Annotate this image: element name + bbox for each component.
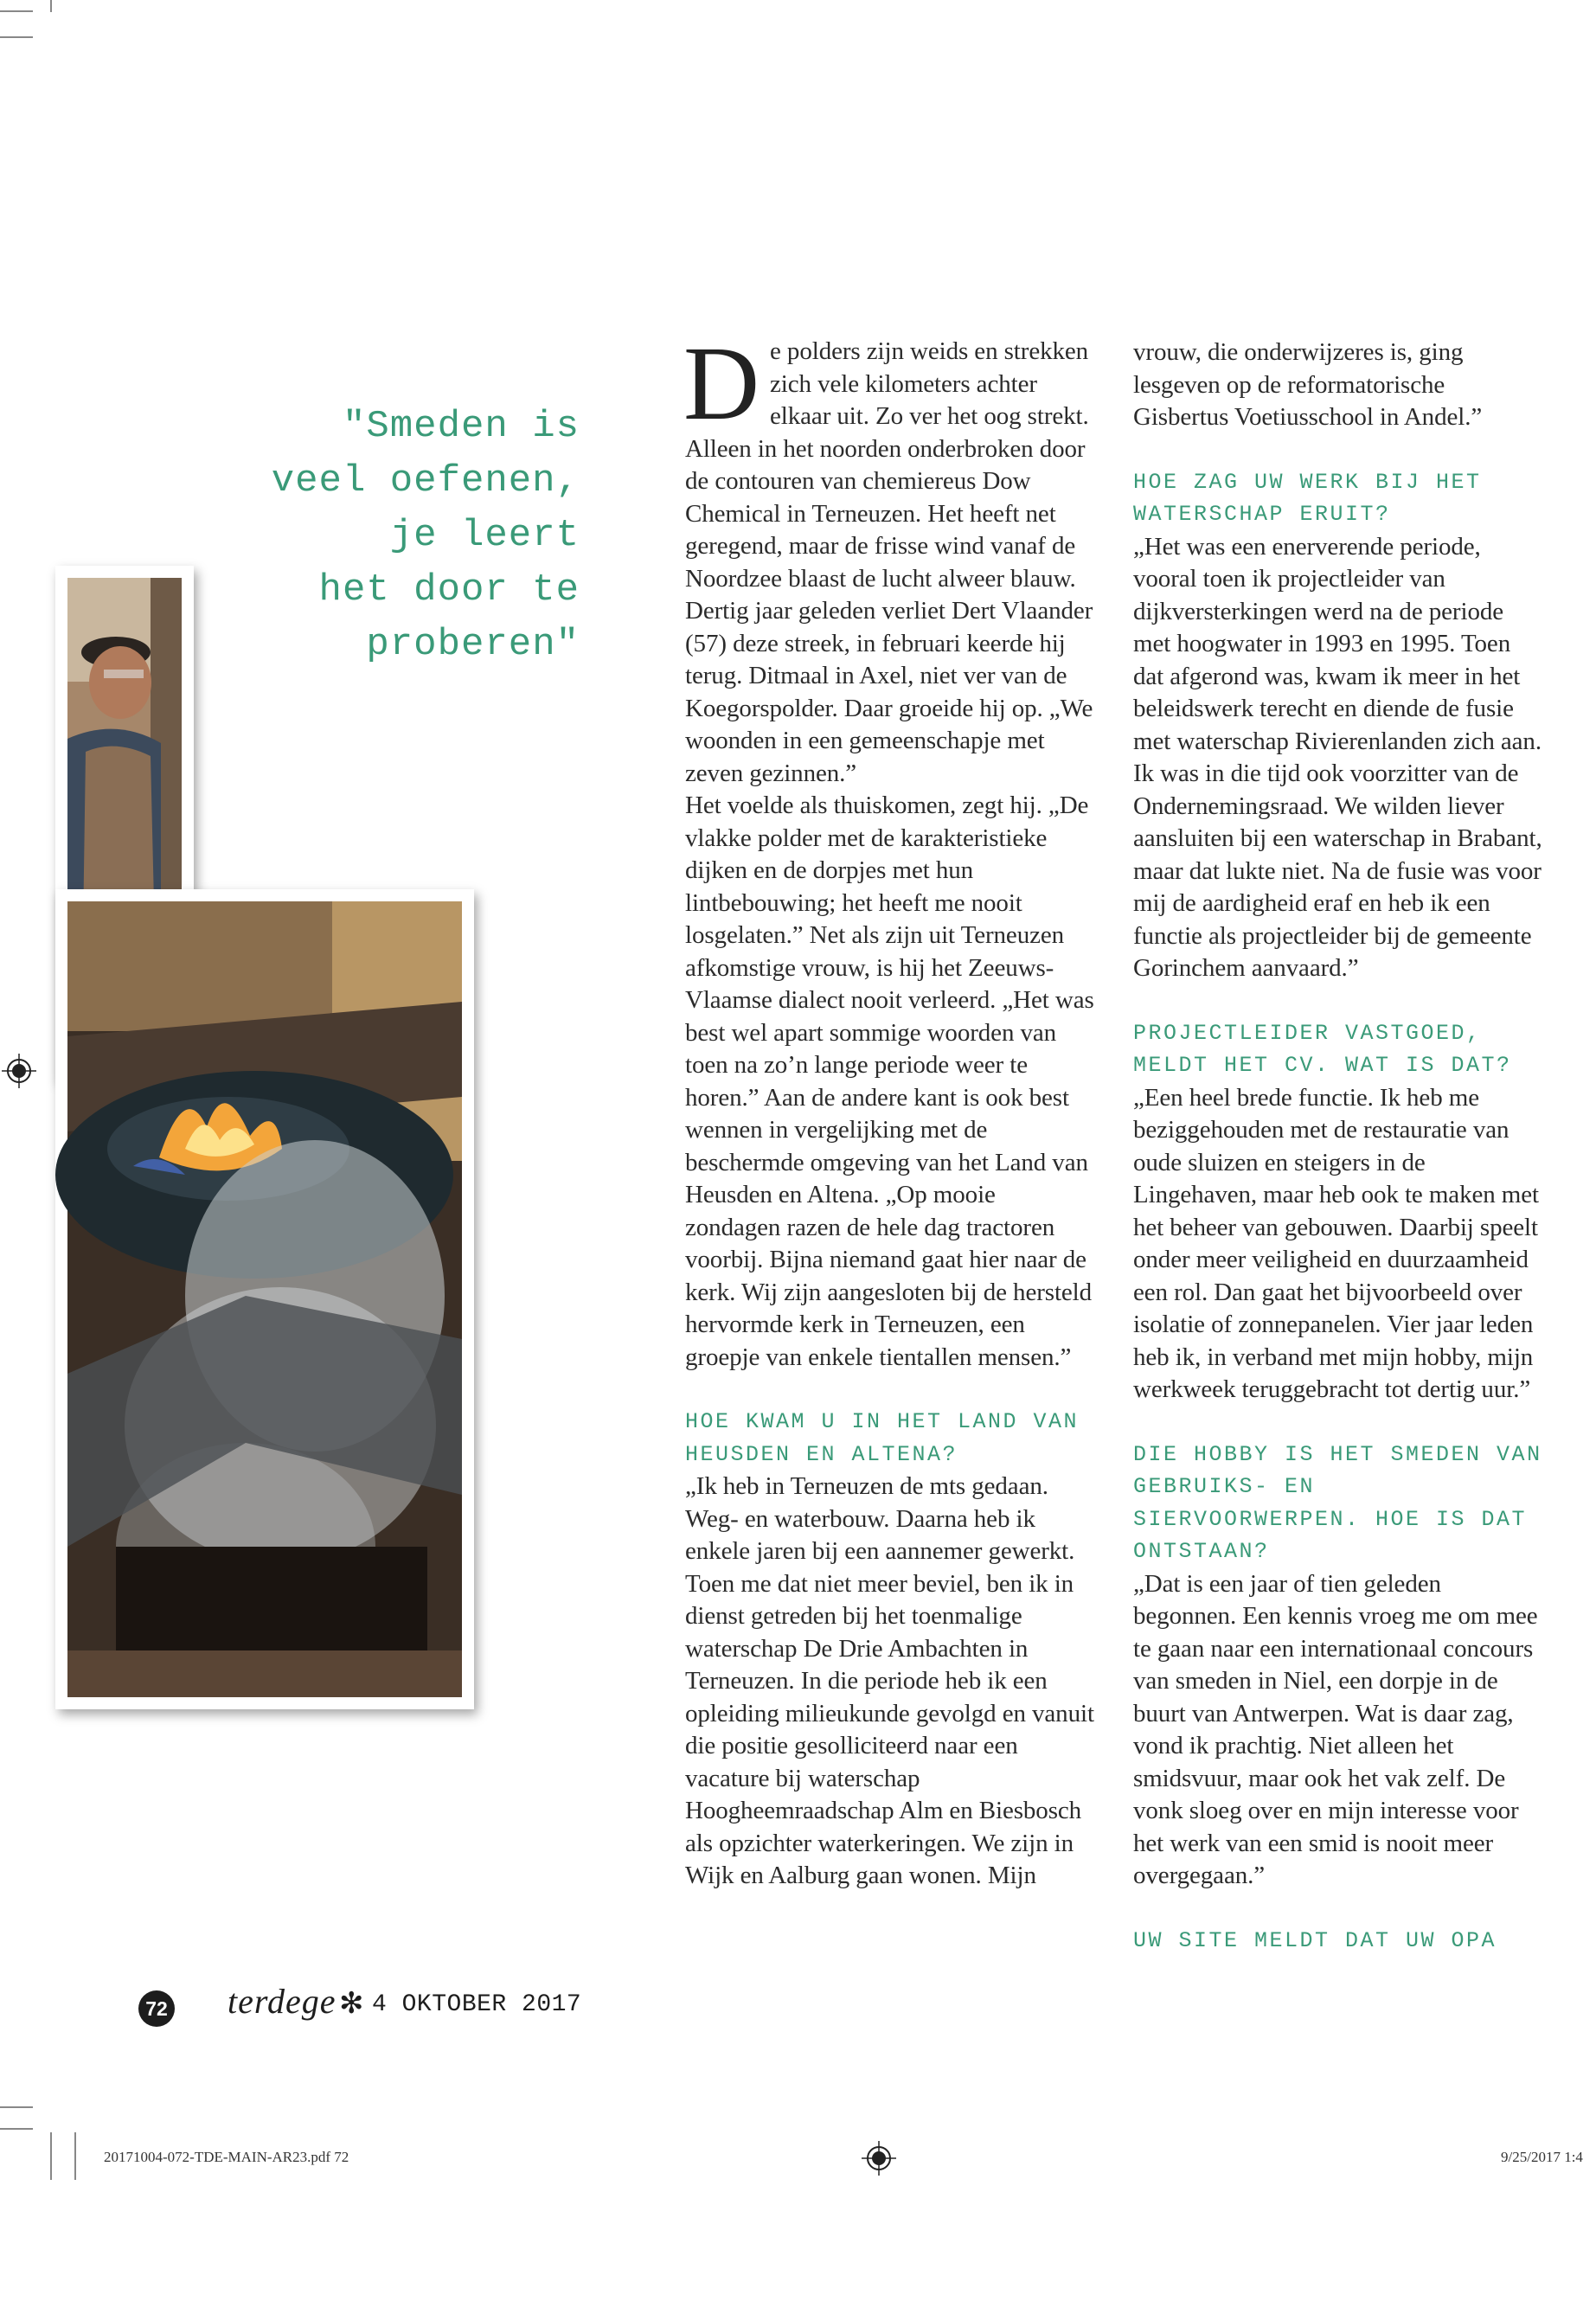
page-number: 72	[138, 1990, 175, 2027]
interview-question: HOE KWAM U IN HET LAND VAN HEUSDEN EN ALTENA?	[685, 1409, 1080, 1467]
article-column-2	[1133, 336, 1544, 1957]
crop-mark	[0, 2128, 33, 2130]
article-intro	[683, 325, 1096, 790]
drop-cap: D	[683, 325, 760, 442]
pull-quote-line: je leert	[389, 514, 580, 557]
registration-mark-icon	[2, 1054, 36, 1088]
article-paragraph: Het voelde als thuiskomen, zegt hij. „De vlakke polder met de karakteristieke dijken en de dorpjes met hun lintbebouwing; het heeft me nooit losgelaten.” Net als zijn uit Terneuzen afkomstige vrouw, is hij het Zeeuws-Vlaamse dialect nooit verleerd. „Het was best wel apart sommige woorden van toen na zo’n lange periode weer te horen.” Aan de andere kant is ook best wennen in vergelijking met de beschermde omgeving van het Land van Heusden en Altena. „Op mooie zondagen razen de hele dag tractoren voorbij. Bijna niemand gaat hier naar de kerk. Wij zijn aangesloten bij de hersteld hervormde kerk in Terneuzen, een groepje van enkele tientallen mensen.”	[685, 792, 1094, 1371]
crop-mark	[0, 2106, 33, 2108]
registration-mark-icon	[862, 2141, 896, 2176]
pull-quote	[260, 400, 580, 672]
print-slug-timestamp: 9/25/2017 1:4	[1501, 2149, 1583, 2165]
separator-icon: ✻	[339, 1988, 364, 2020]
magazine-logo: terdege	[228, 1982, 337, 2021]
photo-forge	[55, 889, 474, 1709]
interview-question: DIE HOBBY IS HET SMEDEN VAN GEBRUIKS- EN SIERVOORWERPEN. HOE IS DAT ONTSTAAN?	[1133, 1441, 1542, 1564]
crop-mark	[50, 2132, 52, 2180]
interview-answer: „Ik heb in Terneuzen de mts gedaan. Weg- en waterbouw. Daarna heb ik enkele jaren bij een aannemer gewerkt. Toen me dat niet meer beviel, ben ik in dienst getreden bij het toenmalige waterschap De Drie Ambachten in Terneuzen. In die periode heb ik een opleiding milieukunde gevolgd en vanuit die positie gesolliciteerd naar een vacature bij waterschap Hoogheemraadschap Alm en Biesbosch als opzichter waterkeringen. We zijn in Wijk en Aalburg gaan wonen. Mijn	[685, 1472, 1094, 1889]
article-column-1	[683, 325, 1096, 1893]
intro-text: e polders zijn weids en strekken zich vele kilometers achter elkaar uit. Zo ver het oog strekt. Alleen in het noorden onderbroken door de contouren van chemiereus Dow Chemical in Terneuzen. Het heeft net geregend, maar de frisse wind vanaf de Noordzee blaast de lucht alweer blauw. Dertig jaar geleden verliet Dert Vlaander (57) deze streek, in februari keerde hij terug. Ditmaal in Axel, niet ver van de Koegorspolder. Daar groeide hij op. „We woonden in een gemeenschapje met zeven gezinnen.”	[685, 337, 1093, 787]
issue-date: 4 OKTOBER 2017	[372, 1991, 582, 2018]
crop-mark	[0, 36, 33, 38]
interview-question: UW SITE MELDT DAT UW OPA	[1133, 1927, 1497, 1953]
interview-answer-continued: vrouw, die onderwijzeres is, ging lesgeven op de reformatorische Gisbertus Voetiusschool in Andel.”	[1133, 338, 1483, 431]
interview-question: PROJECTLEIDER VASTGOED, MELDT HET CV. WAT IS DAT?	[1133, 1020, 1512, 1078]
interview-question: HOE ZAG UW WERK BIJ HET WATERSCHAP ERUIT?	[1133, 469, 1482, 527]
pull-quote-line: "Smeden is	[342, 405, 580, 448]
interview-answer: „Het was een enerverende periode, vooral toen ik projectleider van dijkversterkingen werd na de periode met hoogwater in 1993 en 1995. Toen dat afgerond was, kwam ik meer in het beleidswerk terecht en diende de fusie met waterschap Rivierenlanden zich aan. Ik was in die tijd ook voorzitter van de Ondernemingsraad. We wilden liever aansluiten bij een waterschap in Brabant, maar dat lukte niet. Na de fusie was voor mij de aardigheid eraf en heb ik een functie als projectleider bij de gemeente Gorinchem aanvaard.”	[1133, 532, 1542, 982]
pull-quote-line: het door te	[318, 568, 580, 612]
pull-quote-line: veel oefenen,	[271, 459, 580, 503]
crop-mark	[74, 2132, 76, 2180]
interview-answer: „Dat is een jaar of tien geleden begonnen. Een kennis vroeg me om mee te gaan naar een internationaal concours van smeden in Niel, een dorpje in de buurt van Antwerpen. Wat is daar zag, vond ik prachtig. Niet alleen het smidsvuur, maar ook het vak zelf. De vonk sloeg over en mijn interesse voor het werk van een smid is nooit meer overgegaan.”	[1133, 1569, 1538, 1889]
interview-answer: „Een heel brede functie. Ik heb me beziggehouden met de restauratie van oude sluizen en steigers in de Lingehaven, maar heb ook te maken met het beheer van gebouwen. Daarbij speelt onder meer veiligheid en duurzaamheid een rol. Dan gaat het bijvoorbeeld over isolatie of zonnepanelen. Vier jaar leden heb ik, in verband met mijn hobby, mijn werkweek teruggebracht tot dertig uur.”	[1133, 1083, 1539, 1403]
crop-mark	[0, 10, 33, 12]
crop-mark	[50, 0, 52, 12]
print-slug-file: 20171004-072-TDE-MAIN-AR23.pdf 72	[104, 2149, 349, 2165]
pull-quote-line: proberen"	[366, 623, 580, 666]
